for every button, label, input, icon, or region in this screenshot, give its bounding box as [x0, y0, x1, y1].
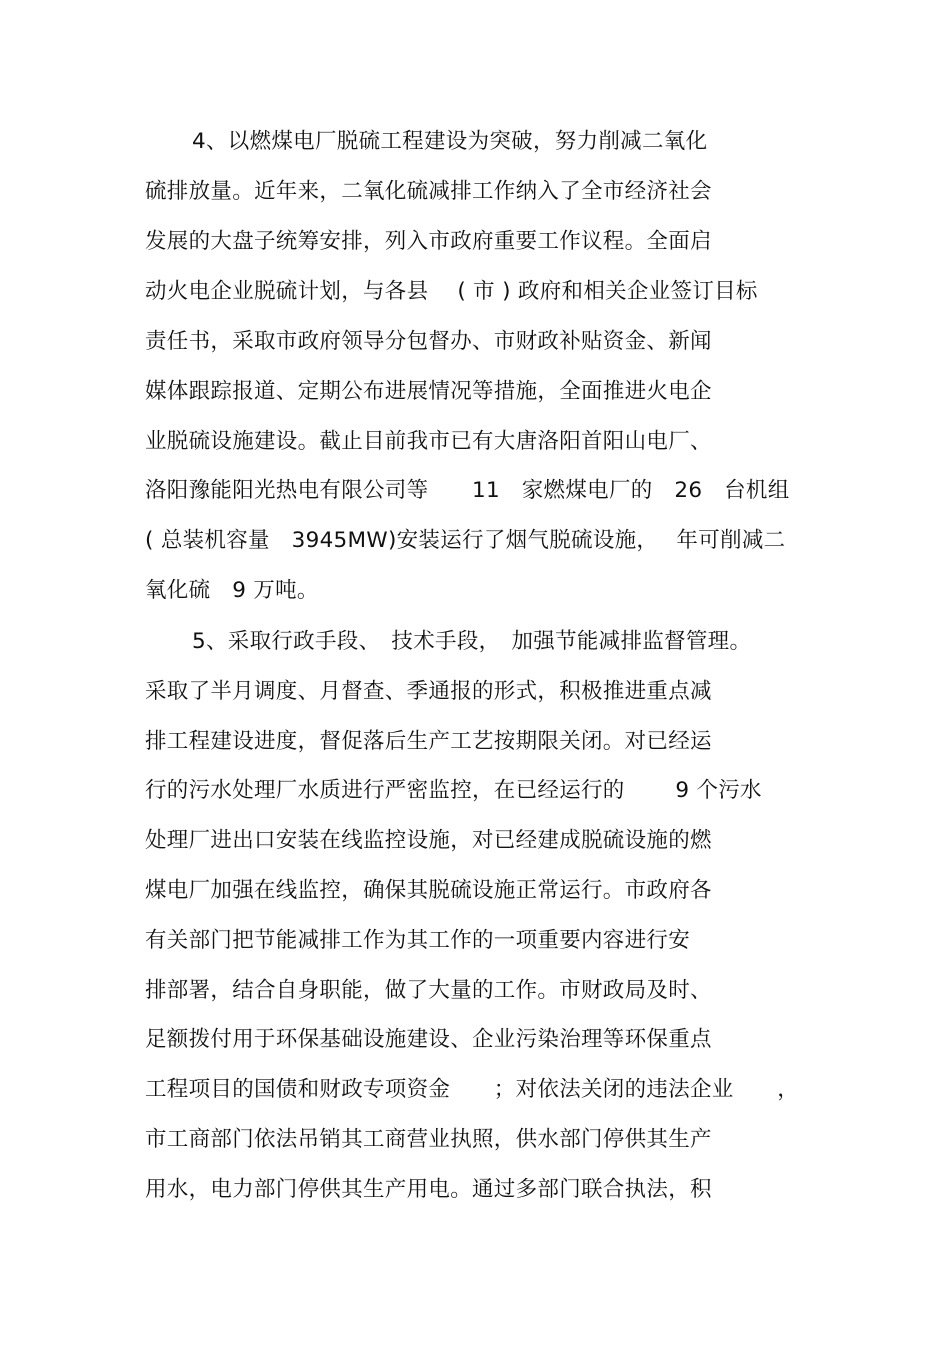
paragraph-line-14: 行的污水处理厂水质进行严密监控，在已经运行的 9 个污水 — [145, 778, 762, 803]
paragraph-line-17: 有关部门把节能减排工作为其工作的一项重要内容进行安 — [145, 928, 691, 953]
paragraph-line-11: 5、采取行政手段、 技术手段， 加强节能减排监督管理。 — [192, 629, 752, 654]
paragraph-line-8: 洛阳豫能阳光热电有限公司等 11 家燃煤电厂的 26 台机组 — [145, 478, 790, 503]
paragraph-line-5: 责任书，采取市政府领导分包督办、市财政补贴资金、新闻 — [145, 329, 712, 354]
paragraph-line-20: 工程项目的国债和财政专项资金 ；对依法关闭的违法企业 ， — [145, 1077, 800, 1102]
paragraph-line-4: 动火电企业脱硫计划，与各县 ( 市 ) 政府和相关企业签订目标 — [145, 279, 758, 304]
paragraph-line-9: ( 总装机容量 3945MW)安装运行了烟气脱硫设施， 年可削减二 — [145, 528, 786, 553]
paragraph-line-16: 煤电厂加强在线监控，确保其脱硫设施正常运行。市政府各 — [145, 878, 712, 903]
paragraph-line-1: 4、以燃煤电厂脱硫工程建设为突破，努力削减二氧化 — [192, 129, 708, 154]
paragraph-line-3: 发展的大盘子统筹安排，列入市政府重要工作议程。全面启 — [145, 229, 712, 254]
paragraph-line-6: 媒体跟踪报道、定期公布进展情况等措施，全面推进火电企 — [145, 379, 712, 404]
paragraph-line-18: 排部署，结合自身职能，做了大量的工作。市财政局及时、 — [145, 978, 712, 1003]
paragraph-line-15: 处理厂进出口安装在线监控设施，对已经建成脱硫设施的燃 — [145, 828, 712, 853]
paragraph-line-12: 采取了半月调度、月督查、季通报的形式，积极推进重点减 — [145, 679, 712, 704]
paragraph-line-19: 足额拨付用于环保基础设施建设、企业污染治理等环保重点 — [145, 1027, 712, 1052]
paragraph-line-10: 氧化硫 9 万吨。 — [145, 578, 319, 603]
paragraph-line-13: 排工程建设进度，督促落后生产工艺按期限关闭。对已经运 — [145, 729, 712, 754]
paragraph-line-2: 硫排放量。近年来，二氧化硫减排工作纳入了全市经济社会 — [145, 179, 712, 204]
paragraph-line-22: 用水，电力部门停供其生产用电。通过多部门联合执法，积 — [145, 1177, 712, 1202]
paragraph-line-7: 业脱硫设施建设。截止目前我市已有大唐洛阳首阳山电厂、 — [145, 429, 712, 454]
paragraph-line-21: 市工商部门依法吊销其工商营业执照，供水部门停供其生产 — [145, 1127, 712, 1152]
